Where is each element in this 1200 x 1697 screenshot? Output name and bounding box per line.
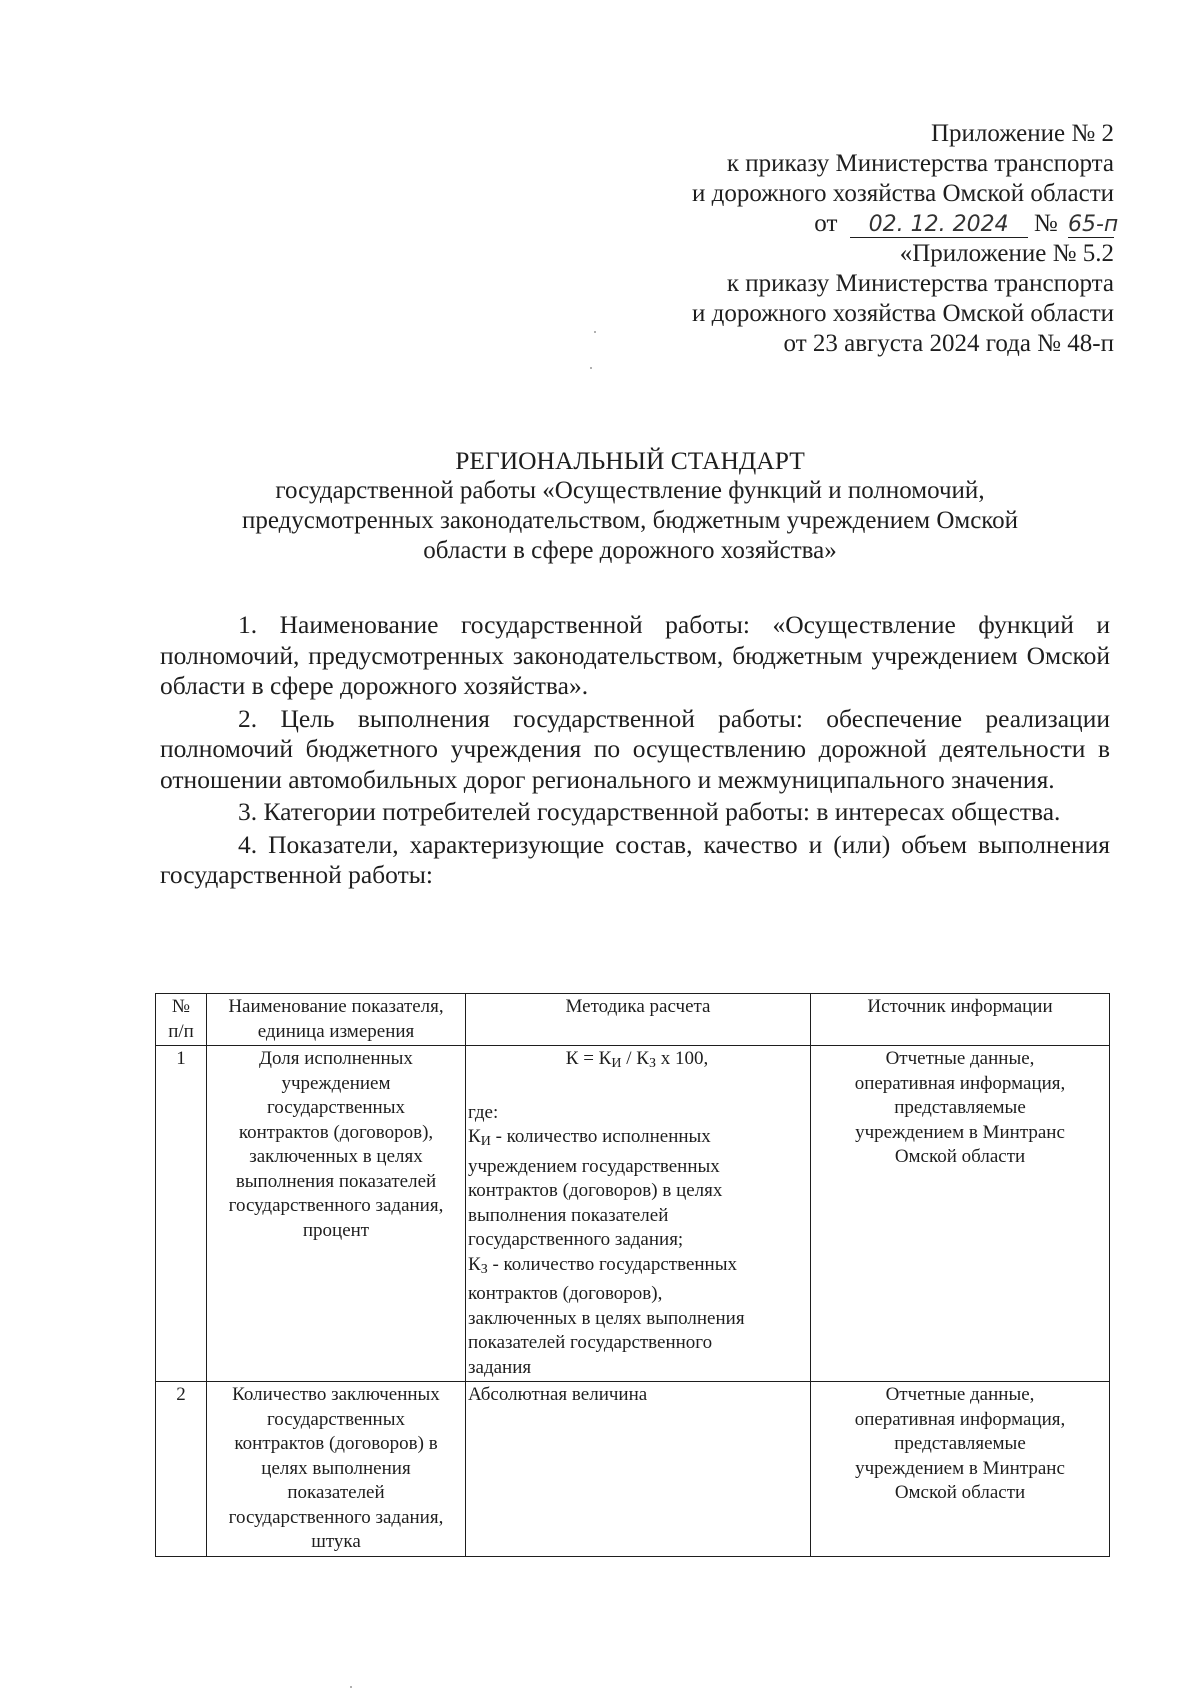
header-method: Методика расчета bbox=[466, 994, 811, 1046]
source-line: учреждением в Минтранс bbox=[855, 1121, 1065, 1143]
header-name-line: Наименование показателя, bbox=[228, 996, 444, 1017]
row-indicator-name bbox=[207, 1046, 466, 1382]
formula-part: К = К bbox=[565, 1048, 612, 1069]
source-line: Отчетные данные, bbox=[885, 1048, 1035, 1069]
header-num-line: № bbox=[171, 996, 191, 1017]
name-line: контрактов (договоров), bbox=[238, 1121, 434, 1143]
name-line: государственных bbox=[266, 1097, 405, 1118]
name-line: государственных bbox=[266, 1408, 405, 1430]
source-line: учреждением в Минтранс bbox=[855, 1457, 1065, 1479]
var-subscript: И bbox=[480, 1134, 491, 1149]
formula-subscript: И bbox=[611, 1056, 622, 1071]
header-order-date-line bbox=[554, 209, 1119, 239]
row-indicator-name bbox=[207, 1382, 466, 1557]
row-source bbox=[811, 1382, 1110, 1557]
order-date-prefix: от bbox=[814, 210, 838, 237]
row-number: 1 bbox=[156, 1046, 207, 1382]
handwritten-number: 65-п bbox=[1068, 212, 1119, 237]
source-line: оперативная информация, bbox=[854, 1408, 1066, 1430]
title-line: предусмотренных законодательством, бюджетным учреждением Омской bbox=[241, 507, 1019, 534]
header-indicator-name bbox=[207, 994, 466, 1046]
header-source: Источник информации bbox=[811, 994, 1110, 1046]
name-line: заключенных в целях bbox=[249, 1146, 423, 1167]
row-number: 2 bbox=[156, 1382, 207, 1557]
header-num-line: п/п bbox=[168, 1020, 194, 1042]
source-line: Омской области bbox=[894, 1482, 1026, 1503]
header-num bbox=[156, 994, 207, 1046]
formula bbox=[468, 1047, 806, 1077]
document-title bbox=[160, 446, 1100, 566]
handwritten-date: 02. 12. 2024 bbox=[868, 212, 1009, 237]
quoted-ministry: и дорожного хозяйства Омской области bbox=[692, 300, 1114, 327]
method-line: учреждением государственных bbox=[468, 1155, 720, 1177]
name-line: учреждением bbox=[281, 1072, 391, 1094]
var-label: К bbox=[468, 1126, 481, 1147]
indicators-table bbox=[155, 993, 1110, 1557]
source-line: оперативная информация, bbox=[854, 1072, 1066, 1094]
name-line: процент bbox=[302, 1219, 370, 1241]
method-line: показателей государственного bbox=[468, 1332, 713, 1353]
source-line: Омской области bbox=[894, 1146, 1026, 1167]
row-source bbox=[811, 1046, 1110, 1382]
var-text: - количество исполненных bbox=[490, 1126, 711, 1147]
method-line bbox=[468, 1125, 806, 1155]
order-number-field bbox=[1068, 212, 1119, 238]
table-row bbox=[156, 1382, 1110, 1557]
var-text: - количество государственных bbox=[487, 1253, 737, 1275]
paragraph-work-goal: 2. Цель выполнения государственной работы: обеспечение реализации полномочий бюджетного учреждения по осуществлению дорожной деятельности в отношении автомобильных дорог регионального и межмуниципального значения. bbox=[160, 703, 1110, 794]
name-line: Количество заключенных bbox=[232, 1384, 440, 1405]
header-order-ref: к приказу Министерства транспорта bbox=[726, 150, 1114, 177]
quoted-order-date: от 23 августа 2024 года № 48-п bbox=[783, 330, 1114, 357]
method-line: где: bbox=[468, 1101, 499, 1123]
source-line: представляемые bbox=[894, 1433, 1026, 1454]
document-body bbox=[160, 610, 1110, 893]
method-line bbox=[468, 1253, 806, 1283]
method-line: государственного задания; bbox=[468, 1229, 684, 1250]
quoted-appendix-number: «Приложение № 5.2 bbox=[899, 240, 1114, 267]
method-line: выполнения показателей bbox=[468, 1204, 669, 1226]
order-date-field bbox=[850, 212, 1028, 238]
table-row bbox=[156, 1046, 1110, 1382]
formula-part: / К bbox=[621, 1048, 649, 1069]
header-name-line: единица измерения bbox=[257, 1020, 415, 1042]
name-line: целях выполнения bbox=[261, 1457, 411, 1479]
row-method bbox=[466, 1046, 811, 1382]
scan-speck bbox=[594, 331, 596, 333]
title-main: РЕГИОНАЛЬНЫЙ СТАНДАРТ bbox=[455, 446, 805, 475]
paragraph-work-name: 1. Наименование государственной работы: «Осуществление функций и полномочий, предусмотренных законодательством, бюджетным учреждением Омской области в сфере дорожного хозяйства». bbox=[160, 610, 1110, 700]
name-line: государственного задания, bbox=[228, 1195, 444, 1216]
var-subscript: З bbox=[480, 1261, 488, 1277]
name-line: государственного задания, bbox=[228, 1506, 444, 1528]
order-number-prefix: № bbox=[1033, 210, 1058, 237]
header-appendix-number: Приложение № 2 bbox=[930, 120, 1114, 147]
scan-speck bbox=[350, 1686, 352, 1688]
table-header-row bbox=[156, 994, 1110, 1046]
header-ministry: и дорожного хозяйства Омской области bbox=[692, 180, 1114, 207]
method-line: контрактов (договоров), bbox=[468, 1283, 663, 1304]
name-line: контрактов (договоров) в bbox=[234, 1433, 438, 1454]
title-line: государственной работы «Осуществление функций и полномочий, bbox=[275, 477, 985, 504]
scan-speck bbox=[590, 367, 592, 369]
var-label: К bbox=[468, 1253, 481, 1275]
method-line: заключенных в целях выполнения bbox=[468, 1307, 745, 1329]
row-method: Абсолютная величина bbox=[466, 1382, 811, 1557]
paragraph-consumers: 3. Категории потребителей государственной работы: в интересах общества. bbox=[238, 797, 1061, 826]
formula-part: х 100, bbox=[655, 1048, 709, 1069]
title-line: области в сфере дорожного хозяйства» bbox=[423, 537, 837, 564]
source-line: Отчетные данные, bbox=[885, 1384, 1035, 1405]
name-line: штука bbox=[311, 1531, 361, 1552]
name-line: показателей bbox=[287, 1482, 385, 1503]
source-line: представляемые bbox=[894, 1097, 1026, 1118]
method-line: задания bbox=[468, 1356, 532, 1378]
name-line: выполнения показателей bbox=[235, 1170, 437, 1192]
method-line: контрактов (договоров) в целях bbox=[468, 1180, 723, 1201]
quoted-order-ref: к приказу Министерства транспорта bbox=[726, 270, 1114, 297]
paragraph-indicators: 4. Показатели, характеризующие состав, качество и (или) объем выполнения государственной работы: bbox=[160, 829, 1110, 889]
formula-subscript: З bbox=[648, 1056, 656, 1071]
document-header bbox=[554, 119, 1119, 359]
name-line: Доля исполненных bbox=[259, 1048, 413, 1069]
